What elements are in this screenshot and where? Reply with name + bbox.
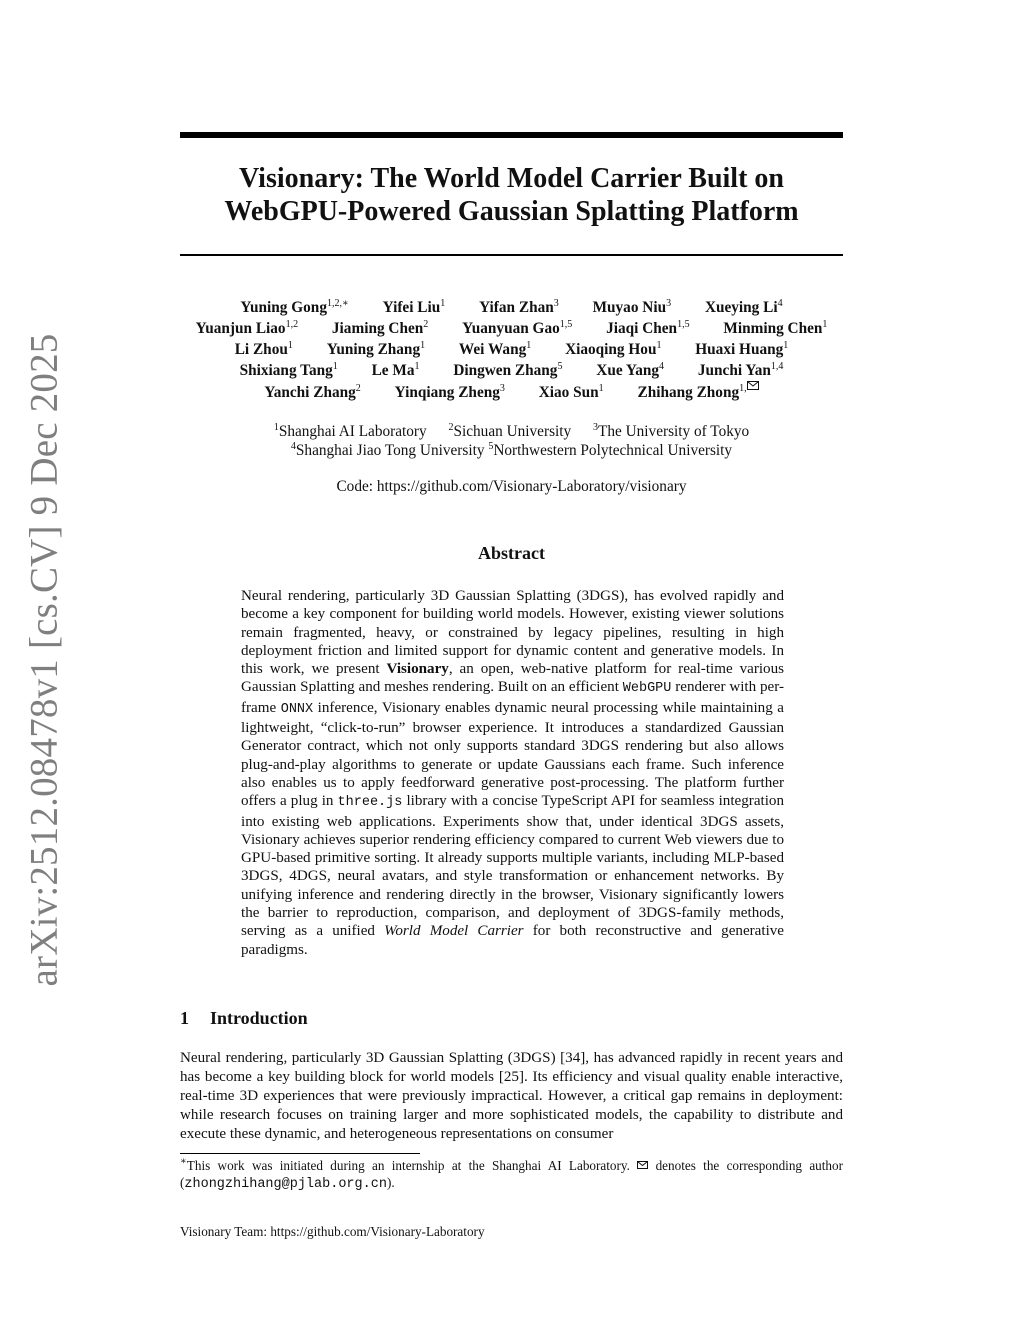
author [327, 339, 425, 360]
affiliation [274, 422, 427, 441]
abstract-code-term: three.js [337, 795, 403, 811]
author [332, 318, 428, 339]
author-name: Xiao Sun [538, 384, 599, 401]
author-affiliation-mark [739, 383, 759, 394]
author [606, 318, 689, 339]
arxiv-identifier-text: arXiv:2512.08478v1 [cs.CV] 9 Dec 2025 [22, 333, 66, 987]
paper-title-line-2: WebGPU-Powered Gaussian Splatting Platform [224, 196, 799, 227]
author-name: Wei Wang [458, 341, 527, 358]
author [596, 360, 664, 381]
author-affiliation-mark: 4 [659, 361, 665, 372]
footnote-text: ). [386, 1175, 395, 1190]
author-affiliation-number: 1, [739, 383, 747, 394]
author-affiliation-mark: 1 [287, 340, 293, 351]
title-top-rule [180, 132, 843, 138]
author-name: Yuning Gong [240, 299, 327, 316]
affiliation-name: Sichuan University [453, 423, 572, 440]
author-row [180, 360, 843, 381]
author [459, 339, 531, 360]
affiliation [448, 422, 571, 441]
footnote-text: denotes the corresponding author ( [180, 1158, 844, 1190]
author [698, 360, 783, 381]
author-name: Zhihang Zhong [637, 384, 740, 401]
author-name: Yuning Zhang [326, 341, 421, 358]
abstract-code-term: ONNX [280, 701, 314, 717]
affiliation-number: 2 [448, 422, 454, 433]
envelope-icon [637, 1161, 648, 1169]
author [453, 360, 562, 381]
author-name: Yuanjun Liao [195, 320, 286, 337]
author-affiliation-mark: 1 [783, 340, 789, 351]
author-name: Yifan Zhan [479, 299, 554, 316]
section-number: 1 [180, 1008, 189, 1028]
author-affiliation-mark: 2 [423, 319, 429, 330]
author-name: Xue Yang [596, 362, 660, 379]
paper-title [180, 162, 843, 228]
abstract-text: inference, Visionary enables dynamic neural processing while maintaining a lightweight, “click-to-run” browser experience. It introduces a standardized Gaussian Generator contract, which not only supports standard 3DGS rendering but also allows plug-and-play algorithms to generate or update Gaussians each frame. Such inference also enables us to apply feedforward generative post-processing. The platform further offers a plug in [241, 699, 784, 810]
author-affiliation-mark: 1 [822, 319, 828, 330]
paper-title-line-1: Visionary: The World Model Carrier Built on [239, 163, 784, 194]
author-affiliation-mark: 1 [420, 340, 426, 351]
author-affiliation-mark: 1 [414, 361, 420, 372]
footnote [180, 1157, 843, 1193]
author-affiliation-mark: 1 [526, 340, 532, 351]
author-name: Le Ma [371, 362, 415, 379]
abstract-system-name: Visionary [386, 661, 449, 678]
abstract-emphasis: World Model Carrier [384, 923, 524, 940]
abstract-text: Neural rendering, particularly 3D Gaussian Splatting (3DGS), has evolved rapidly and become a key component for building world models. However, existing viewer solutions remain fragmented, heavy, or constrained by legacy pipelines, resulting in high deployment friction and limited support for dynamic content and generative models. In this work, we present [241, 588, 784, 678]
affiliation-line [180, 441, 843, 460]
author-affiliation-mark: 1,2 [285, 319, 299, 330]
title-bottom-rule [180, 254, 843, 256]
author-name: Dingwen Zhang [453, 362, 558, 379]
affiliation-number: 1 [273, 422, 279, 433]
envelope-icon [747, 381, 759, 390]
abstract-text: , an open, web-native platform for real-time various Gaussian Splatting and meshes rendering. Built on an efficient [241, 661, 785, 696]
abstract-text: library with a concise TypeScript API for seamless integration into existing web applications. Experiments show that, under identical 3DGS assets, Visionary achieves superior rendering efficiency compared to current Web viewers due to GPU-based primitive sorting. It already supports multiple variants, including MLP-based 3DGS, 4DGS, neural avatars, and style transformation or enhancement networks. By unifying inference and rendering directly in the browser, Visionary significantly lowers the barrier to reproduction, comparison, and deployment of 3DGS-family methods, serving as a unified [241, 793, 784, 940]
author [235, 339, 293, 360]
affiliation-name: Shanghai Jiao Tong University [295, 442, 485, 459]
author-name: Xueying Li [704, 299, 778, 316]
abstract-heading: Abstract [478, 543, 545, 563]
author-name: Li Zhou [234, 341, 288, 358]
author-name: Yinqiang Zheng [394, 384, 500, 401]
author [723, 318, 827, 339]
affiliation-line [180, 422, 843, 441]
author-name: Junchi Yan [697, 362, 771, 379]
author-name: Shixiang Tang [239, 362, 333, 379]
affiliation-number: 3 [593, 422, 598, 433]
affiliation [291, 442, 485, 459]
author [240, 360, 338, 381]
section-title: Introduction [210, 1008, 308, 1028]
affiliation-name: The University of Tokyo [598, 423, 750, 440]
author-name: Yifei Liu [382, 299, 441, 316]
author-affiliation-mark: 1 [440, 298, 446, 309]
author [539, 382, 604, 403]
author [462, 318, 572, 339]
author-name: Huaxi Huang [695, 341, 784, 358]
author [372, 360, 420, 381]
author [240, 297, 348, 318]
author-row [180, 381, 843, 402]
author-affiliation-mark: 1,2,∗ [326, 298, 349, 309]
author [638, 381, 759, 403]
author-name: Minming Chen [723, 320, 823, 337]
author-name: Yuanyuan Gao [462, 320, 560, 337]
author-affiliation-mark: 3 [499, 383, 505, 394]
author-name: Yanchi Zhang [264, 384, 356, 401]
footnote-mark: ∗ [180, 1156, 187, 1167]
affiliations [180, 422, 843, 460]
author-row [180, 297, 843, 318]
author-list [180, 297, 843, 402]
author-affiliation-mark: 1 [332, 361, 338, 372]
author [395, 382, 505, 403]
author [705, 297, 783, 318]
author [593, 297, 672, 318]
page-footer[interactable]: Visionary Team: https://github.com/Visionary-Laboratory [180, 1224, 485, 1239]
section-heading-introduction [180, 1008, 308, 1029]
author-affiliation-mark: 1,5 [559, 319, 573, 330]
affiliation [488, 442, 732, 459]
introduction-paragraph: Neural rendering, particularly 3D Gaussian Splatting (3DGS) [34], has advanced rapidly in recent years and has become a key building block for world models [25]. Its efficiency and visual quality enable interactive, real-time 3D experiences that were previously impractical. However, a critical gap remains in deployment: while research focuses on training larger and more sophisticated models, the capability to distribute and execute these dynamic, and heterogeneous representations on consumer [180, 1050, 843, 1142]
author-name: Muyao Niu [592, 299, 667, 316]
author-affiliation-mark: 1 [598, 383, 604, 394]
author [383, 297, 446, 318]
affiliation-number: 5 [488, 441, 494, 452]
affiliation [593, 422, 749, 441]
author-affiliation-mark: 1,4 [770, 361, 784, 372]
author [565, 339, 661, 360]
code-link[interactable]: Code: https://github.com/Visionary-Laboratory/visionary [336, 478, 687, 495]
author [695, 339, 788, 360]
abstract-text: renderer with per-frame [241, 679, 784, 716]
affiliation-name: Shanghai AI Laboratory [278, 423, 427, 440]
author [264, 382, 360, 403]
footnote-rule [180, 1153, 420, 1154]
author-affiliation-mark: 3 [553, 298, 559, 309]
author [196, 318, 299, 339]
author-affiliation-mark: 1,5 [677, 319, 690, 330]
author-affiliation-mark: 2 [355, 383, 361, 394]
author-affiliation-mark: 1 [656, 340, 662, 351]
author-row [180, 318, 843, 339]
author-affiliation-mark: 4 [777, 298, 783, 309]
abstract-code-term: WebGPU [622, 681, 672, 697]
author-affiliation-mark: 5 [557, 361, 563, 372]
abstract-paragraph [241, 587, 784, 959]
author-row [180, 339, 843, 360]
author-affiliation-mark: 3 [666, 298, 672, 309]
author-name: Jiaming Chen [331, 320, 424, 337]
author-name: Jiaqi Chen [606, 320, 678, 337]
abstract-text: for both reconstructive and generative paradigms. [241, 923, 785, 958]
affiliation-name: Northwestern Polytechnical University [493, 442, 733, 459]
affiliation-number: 4 [290, 441, 296, 452]
author-name: Xiaoqing Hou [565, 341, 657, 358]
author [479, 297, 559, 318]
footnote-email-link[interactable]: zhongzhihang@pjlab.org.cn [184, 1177, 387, 1192]
footnote-text: This work was initiated during an internship at the Shanghai AI Laboratory. [186, 1158, 630, 1173]
